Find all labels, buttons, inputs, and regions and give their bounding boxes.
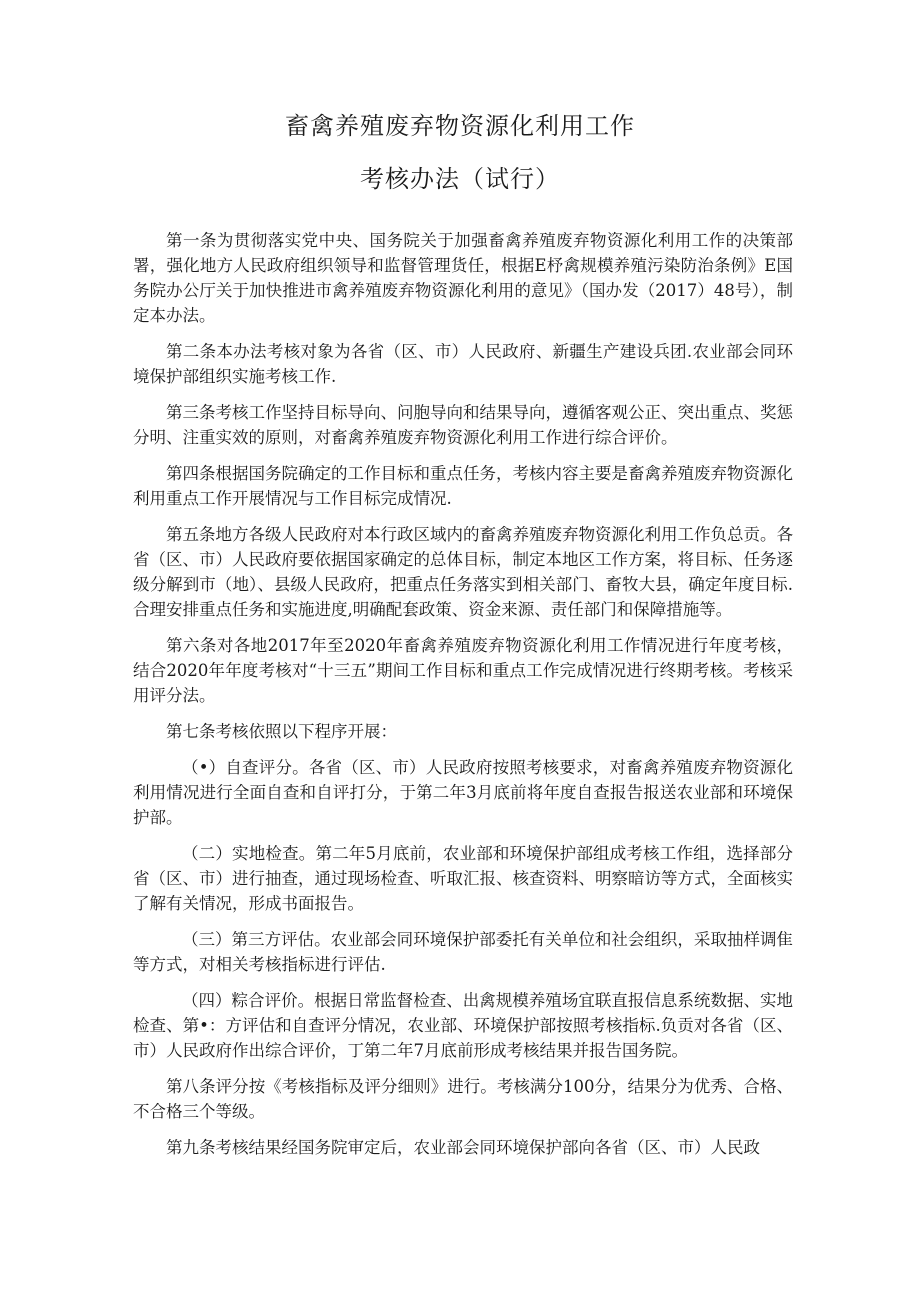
paragraph-article-9: 第九条考核结果经国务院审定后，农业部会同环境保护部向各省（区、市）人民政: [166, 1138, 760, 1157]
paragraph-article-6: 第六条对各地2017年至2020年畜禽养殖废弃物资源化利用工作情况进行年度考核，结合2020年年度考核对“十三五”期间工作目标和重点工作完成情况进行终期考核。考核采用评分法。: [133, 636, 793, 705]
paragraph-procedure-2: （二）实地检查。第二年5月底前，农业部和环境保护部组成考核工作组，选择部分省（区、市）进行抽查，通过现场检查、听取汇报、核查资料、明察暗访等方式，全面核实了解有关情况，形成书面报告。: [133, 844, 793, 913]
paragraph-article-1: 第一条为贯彻落实党中央、国务院关于加强畜禽养殖废弃物资源化利用工作的决策部署，强化地方人民政府组织领导和监督管理货任，根据E杼禽规模养殖污染防治条例》E国务院办公厅关于加快推进市禽养殖废弃物资源化利用的意见》（国办发（2017）48号），制定本办法。: [133, 231, 793, 325]
document-title-line-2: 考核办法（试行）: [360, 165, 560, 193]
paragraph-procedure-4: （四）粽合评价。根据日常监督检查、出禽规模养殖场宜联直报信息系统数据、实地检查、第•：方评估和自查评分情况，农业部、环境保护部按照考核指标.负贡对各省（区、市）人民政府作出综合评价，丁第二年7月底前形成考核结果并报告国务院。: [133, 991, 793, 1060]
paragraph-procedure-1: （•）自查评分。各省（区、市）人民政府按照考核要求，对畜禽养殖废弃物资源化利用情况进行全面自查和自评打分，于第二年3月底前将年度自查报告报送农业部和环境保护部。: [133, 758, 793, 827]
paragraph-article-7: 第七条考核依照以下程序开展：: [166, 722, 397, 741]
paragraph-article-4: 第四条根据国务院确定的工作目标和重点任务，考核内容主要是畜禽养殖废弃物资源化利用重点工作开展情况与工作目标完成情况.: [133, 464, 793, 508]
paragraph-article-2: 第二条本办法考核对象为各省（区、市）人民政府、新疆生产建设兵团.农业部会同环境保护部组织实施考核工作.: [133, 342, 793, 386]
document-body: [133, 228, 793, 1171]
paragraph-article-8: 第八条评分按《考核指标及评分细则》进行。考核满分100分，结果分为优秀、合格、不合格三个等级。: [133, 1077, 793, 1121]
paragraph-article-5: 第五条地方各级人民政府对本行政区域内的畜禽养殖废弃物资源化利用工作负总贡。各省（区、市）人民政府要依据国家确定的总体目标，制定本地区工作方案，将目标、任务逐级分解到市（地）、县级人民政府，把重点任务落实到相关部门、畜牧大县，确定年度目标.合理安排重点任务和实施进度,明确配套政策、资金来源、责任部门和保障措施等。: [133, 525, 793, 619]
paragraph-article-3: 第三条考核工作坚持目标导向、问胞导向和结果导向，遵循客观公正、突出重点、奖惩分明、注重实效的原则，对畜禽养殖废弃物资源化利用工作进行综合评价。: [133, 403, 793, 447]
paragraph-procedure-3: （三）第三方评估。农业部会同环境保护部委托有关单位和社会组织，采取抽样调隹等方式，对相关考核指标进行评估.: [133, 930, 793, 974]
document-title-line-1: 畜禽养殖废弃物资源化利用工作: [285, 112, 635, 140]
